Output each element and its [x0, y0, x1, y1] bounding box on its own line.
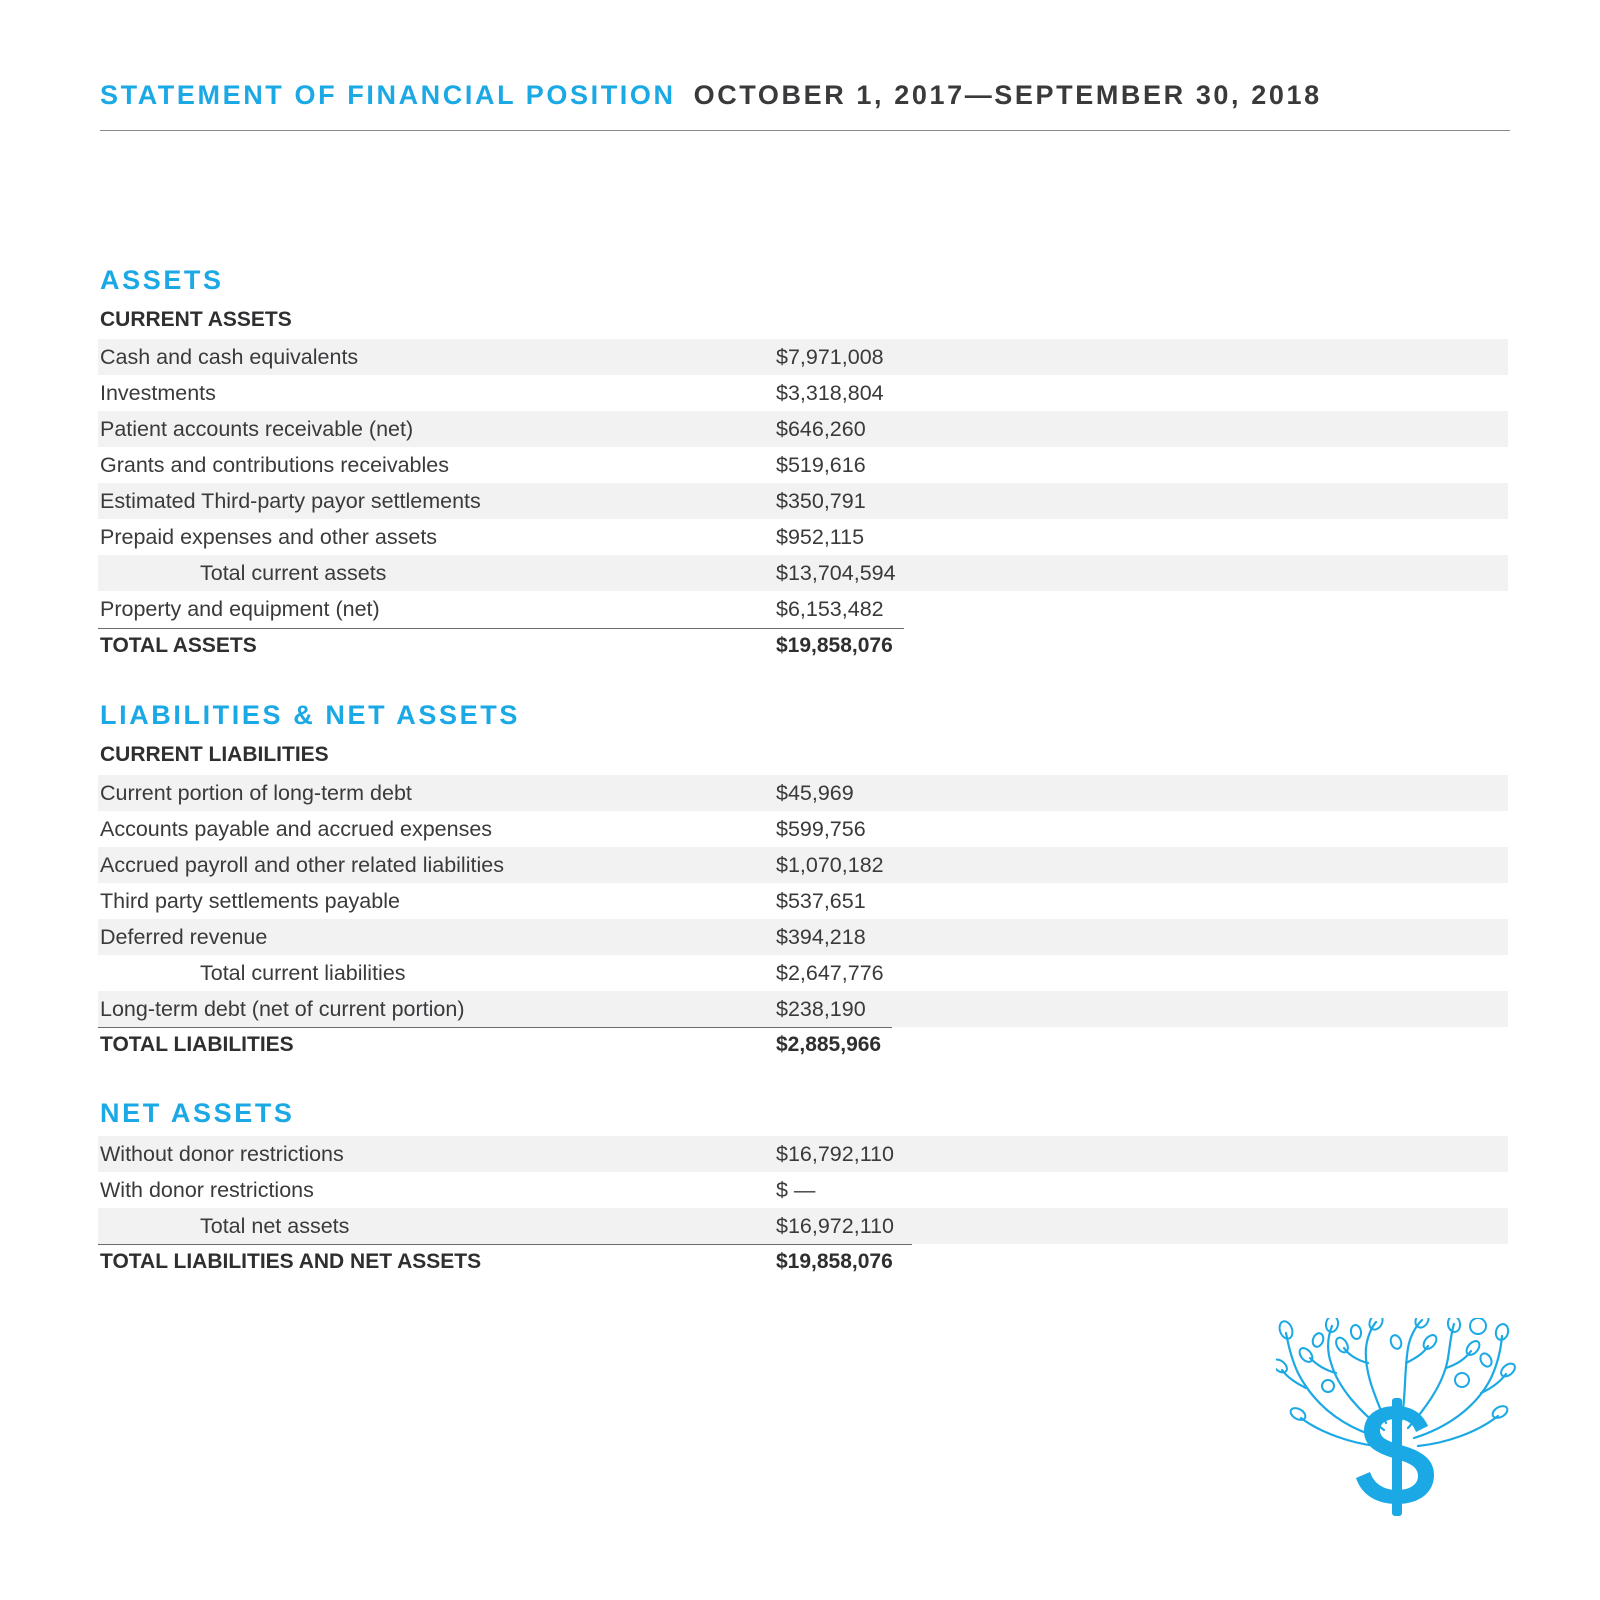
row-value: $1,070,182: [776, 853, 884, 877]
table-row: [98, 447, 1508, 483]
current-assets-heading: CURRENT ASSETS: [100, 308, 292, 331]
row-value: $952,115: [776, 525, 865, 549]
table-row: [98, 375, 1508, 411]
row-label: Long-term debt (net of current portion): [100, 997, 465, 1021]
money-tree-icon: [1276, 1318, 1516, 1518]
table-row: [98, 775, 1508, 811]
row-value: $16,972,110: [776, 1214, 894, 1238]
row-value: $45,969: [776, 781, 854, 805]
row-label: Accrued payroll and other related liabilities: [100, 853, 504, 877]
row-value: $ —: [776, 1178, 816, 1202]
total-row: [98, 1244, 1508, 1280]
total-row: [98, 1027, 1508, 1063]
row-value: $537,651: [776, 889, 866, 913]
row-label: Total current assets: [200, 561, 387, 585]
total-row: [98, 628, 1508, 664]
row-value: $7,971,008: [776, 345, 884, 369]
row-value: $599,756: [776, 817, 866, 841]
row-value: $238,190: [776, 997, 866, 1021]
total-value: $19,858,076: [776, 634, 893, 657]
row-label: Cash and cash equivalents: [100, 345, 359, 369]
row-label: Investments: [100, 381, 216, 405]
net-assets-heading: NET ASSETS: [100, 1098, 295, 1128]
current-liabilities-heading: CURRENT LIABILITIES: [100, 743, 329, 766]
row-value: $519,616: [776, 453, 866, 477]
table-row: [98, 591, 1508, 627]
table-row: [98, 991, 1508, 1027]
total-value: $2,885,966: [776, 1033, 882, 1056]
table-row: [98, 483, 1508, 519]
row-value: $13,704,594: [776, 561, 896, 585]
row-label: Estimated Third-party payor settlements: [100, 489, 481, 513]
row-value: $394,218: [776, 925, 866, 949]
row-value: $350,791: [776, 489, 866, 513]
row-label: With donor restrictions: [100, 1178, 314, 1202]
subtotal-row: [98, 555, 1508, 591]
row-label: Total net assets: [200, 1214, 350, 1238]
table-row: [98, 519, 1508, 555]
row-value: $3,318,804: [776, 381, 884, 405]
row-value: $6,153,482: [776, 597, 884, 621]
row-value: $16,792,110: [776, 1142, 894, 1166]
row-label: Property and equipment (net): [100, 597, 380, 621]
row-value: $646,260: [776, 417, 866, 441]
table-row: [98, 1136, 1508, 1172]
table-row: [98, 919, 1508, 955]
table-row: [98, 883, 1508, 919]
table-row: [98, 847, 1508, 883]
row-label: Third party settlements payable: [100, 889, 400, 913]
row-label: Patient accounts receivable (net): [100, 417, 414, 441]
row-label: Current portion of long-term debt: [100, 781, 412, 805]
subtotal-row: [98, 1208, 1508, 1244]
row-label: Total current liabilities: [200, 961, 406, 985]
row-label: Deferred revenue: [100, 925, 268, 949]
table-row: [98, 411, 1508, 447]
row-label: Without donor restrictions: [100, 1142, 344, 1166]
table-row: [98, 339, 1508, 375]
row-label: Prepaid expenses and other assets: [100, 525, 438, 549]
liabilities-heading: LIABILITIES & NET ASSETS: [100, 700, 520, 730]
page-header: [100, 80, 1510, 131]
total-label: TOTAL LIABILITIES AND NET ASSETS: [100, 1250, 482, 1273]
statement-period: OCTOBER 1, 2017—SEPTEMBER 30, 2018: [693, 80, 1322, 110]
total-value: $19,858,076: [776, 1250, 893, 1273]
table-row: [98, 811, 1508, 847]
table-row: [98, 1172, 1508, 1208]
row-label: Grants and contributions receivables: [100, 453, 449, 477]
total-label: TOTAL LIABILITIES: [100, 1033, 294, 1056]
subtotal-row: [98, 955, 1508, 991]
row-value: $2,647,776: [776, 961, 884, 985]
assets-heading: ASSETS: [100, 265, 224, 295]
total-label: TOTAL ASSETS: [100, 634, 257, 657]
page-title: STATEMENT OF FINANCIAL POSITION: [100, 80, 676, 110]
row-label: Accounts payable and accrued expenses: [100, 817, 493, 841]
